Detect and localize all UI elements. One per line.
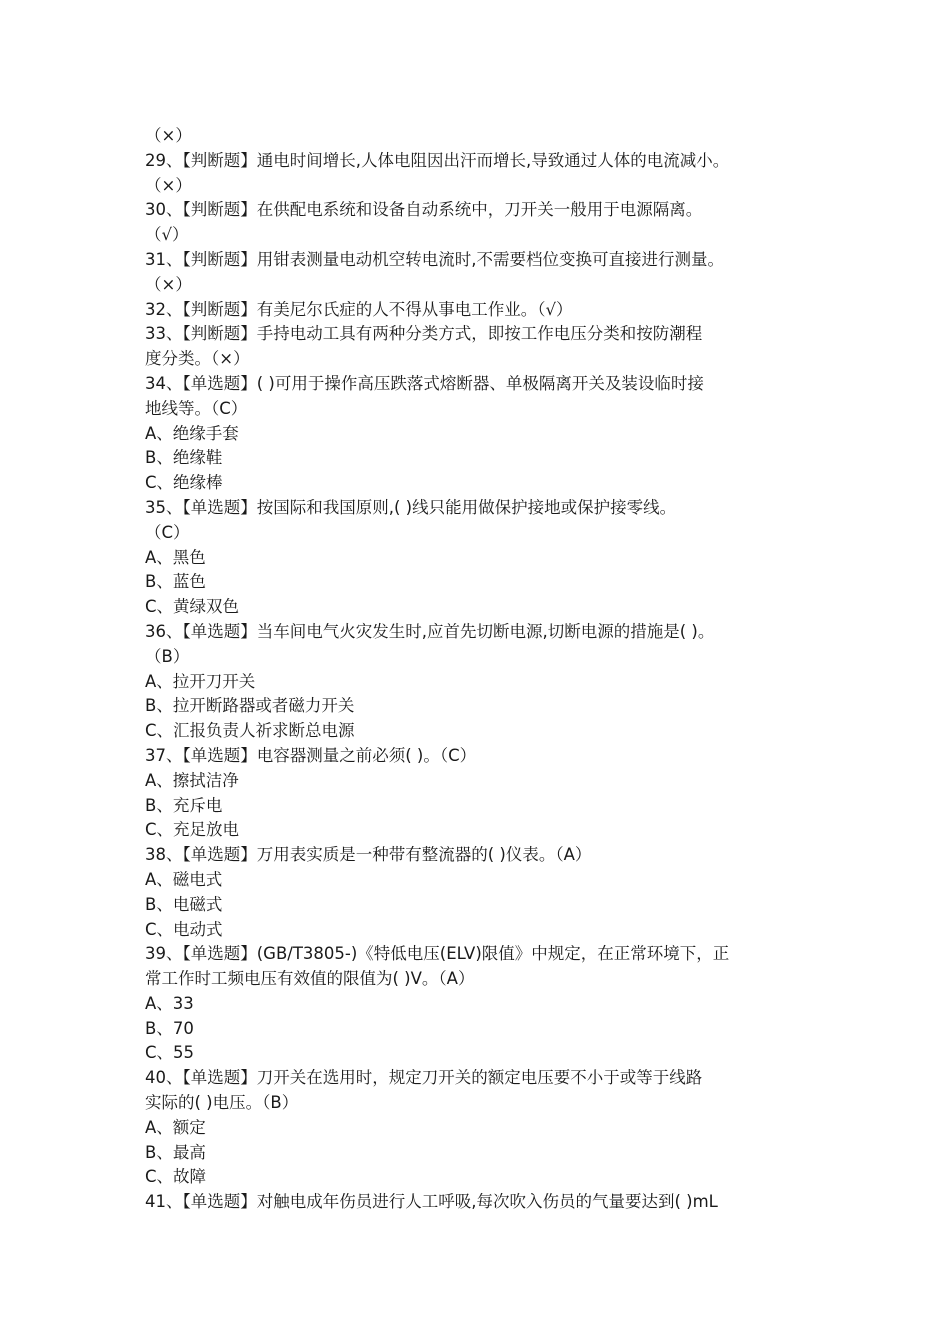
text-line: 29、【判断题】通电时间增长,人体电阻因出汗而增长,导致通过人体的电流减小。 [145, 150, 730, 170]
text-line: B、拉开断路器或者磁力开关 [145, 696, 355, 716]
text-line: B、70 [145, 1018, 194, 1038]
text-line: 31、【判断题】用钳表测量电动机空转电流时,不需要档位变换可直接进行测量。 [145, 249, 724, 269]
text-line: A、拉开刀开关 [145, 671, 256, 691]
text-line: A、额定 [145, 1117, 206, 1137]
text-line: 地线等。（C） [145, 398, 248, 418]
text-line: （×） [145, 274, 192, 294]
text-line: A、33 [145, 993, 194, 1013]
text-line: （B） [145, 646, 190, 666]
text-line: 度分类。（×） [145, 349, 250, 369]
text-line: （×） [145, 126, 192, 145]
text-line: A、黑色 [145, 547, 206, 567]
text-line: 38、【单选题】万用表实质是一种带有整流器的( )仪表。（A） [145, 845, 592, 865]
text-line: A、擦拭洁净 [145, 770, 239, 790]
document-page [145, 124, 825, 1215]
text-line: 32、【判断题】有美尼尔氏症的人不得从事电工作业。（√） [145, 299, 573, 319]
text-line: A、磁电式 [145, 869, 223, 889]
text-line: C、电动式 [145, 919, 223, 939]
text-line: 36、【单选题】当车间电气火灾发生时,应首先切断电源,切断电源的措施是( )。 [145, 621, 715, 641]
text-line: 33、【判断题】手持电动工具有两种分类方式，即按工作电压分类和按防潮程 [145, 324, 703, 344]
text-line: C、故障 [145, 1167, 207, 1187]
text-line: C、黄绿双色 [145, 597, 240, 617]
text-line: 37、【单选题】电容器测量之前必须( )。（C） [145, 745, 477, 765]
text-line: B、绝缘鞋 [145, 448, 223, 468]
text-line: B、电磁式 [145, 894, 223, 914]
text-line: B、充斥电 [145, 795, 223, 815]
text-line: 实际的( )电压。（B） [145, 1093, 299, 1113]
text-line: A、绝缘手套 [145, 423, 239, 443]
text-line: 40、【单选题】刀开关在选用时，规定刀开关的额定电压要不小于或等于线路 [145, 1068, 703, 1088]
text-line: （×） [145, 175, 192, 195]
text-line: C、绝缘棒 [145, 473, 223, 493]
text-line: （√） [145, 225, 189, 245]
text-line: C、汇报负责人祈求断总电源 [145, 721, 355, 741]
text-line: （C） [145, 522, 190, 542]
text-line: 39、【单选题】(GB/T3805-)《特低电压(ELV)限值》中规定，在正常环境下，正 [145, 944, 730, 964]
text-line: 41、【单选题】对触电成年伤员进行人工呼吸,每次吹入伤员的气量要达到( )mL [145, 1192, 718, 1212]
text-line: 34、【单选题】( )可用于操作高压跌落式熔断器、单极隔离开关及装设临时接 [145, 373, 704, 393]
text-line: 常工作时工频电压有效值的限值为( )V。（A） [145, 969, 475, 989]
text-line: C、充足放电 [145, 820, 240, 840]
text-line: 35、【单选题】按国际和我国原则,( )线只能用做保护接地或保护接零线。 [145, 497, 677, 517]
text-line: 30、【判断题】在供配电系统和设备自动系统中，刀开关一般用于电源隔离。 [145, 200, 703, 220]
text-line: B、蓝色 [145, 572, 206, 592]
text-line: C、55 [145, 1043, 195, 1063]
text-line: B、最高 [145, 1142, 206, 1162]
